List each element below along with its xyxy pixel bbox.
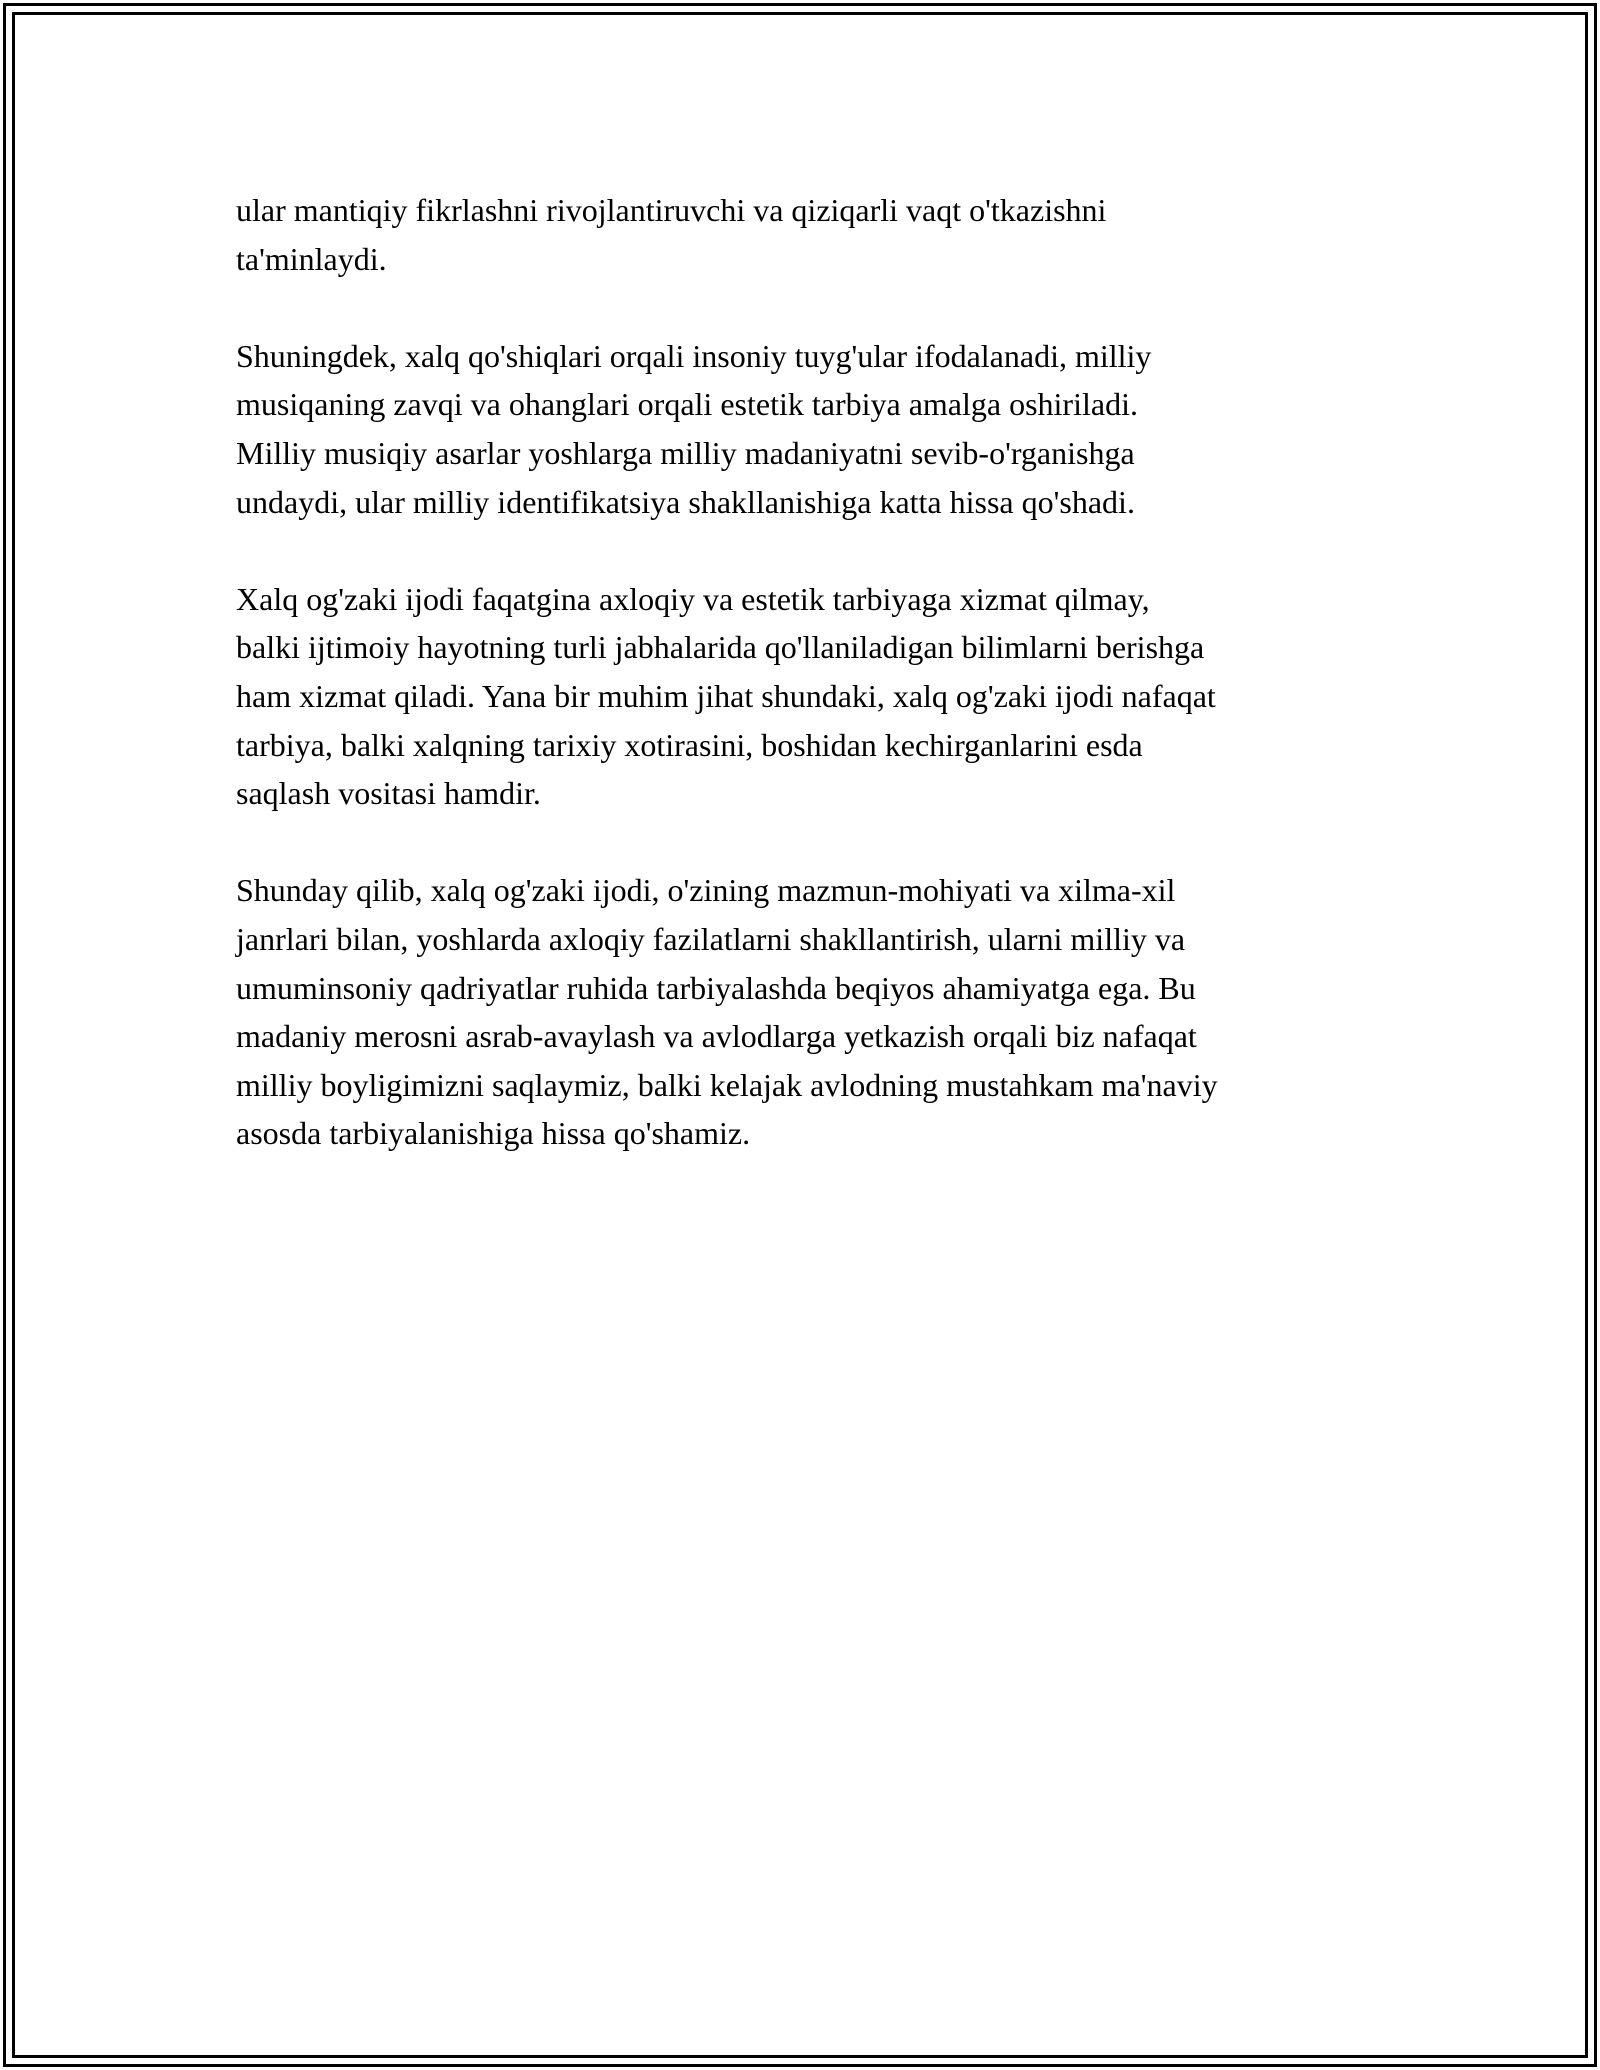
paragraph-4: Shunday qilib, xalq og'zaki ijodi, o'zining mazmun-mohiyati va xilma-xil janrlari bilan, yoshlarda axloqiy fazilatlarni shakllantirish, ularni milliy va umuminsoniy qadriyatlar ruhida tarbiyalashda beqiyos ahamiyatga ega. Bu madaniy merosni asrab-avaylash va avlodlarga yetkazish orqali biz nafaqat milliy boyligimizni saqlaymiz, balki kelajak avlodning mustahkam ma'naviy asosda tarbiyalanishiga hissa qo'shamiz. bbox=[236, 872, 1218, 1152]
paragraph-2: Shuningdek, xalq qo'shiqlari orqali insoniy tuyg'ular ifodalanadi, milliy musiqaning zavqi va ohanglari orqali estetik tarbiya amalga oshiriladi. Milliy musiqiy asarlar yoshlarga milliy madaniyatni sevib-o'rganishga undaydi, ular milliy identifikatsiya shakllanishiga katta hissa qo'shadi. bbox=[236, 337, 1152, 520]
paragraph-1: ular mantiqiy fikrlashni rivojlantiruvchi va qiziqarli vaqt o'tkazishni ta'minlaydi. bbox=[236, 192, 1107, 277]
paragraph-3: Xalq og'zaki ijodi faqatgina axloqiy va estetik tarbiyaga xizmat qilmay, balki ijtimoiy hayotning turli jabhalarida qo'llaniladigan bilimlarni berishga ham xizmat qiladi. Yana bir muhim jihat shundaki, xalq og'zaki ijodi nafaqat tarbiya, balki xalqning tarixiy xotirasini, boshidan kechirganlarini esda saqlash vositasi hamdir. bbox=[236, 580, 1216, 812]
document-body bbox=[236, 186, 1376, 1206]
